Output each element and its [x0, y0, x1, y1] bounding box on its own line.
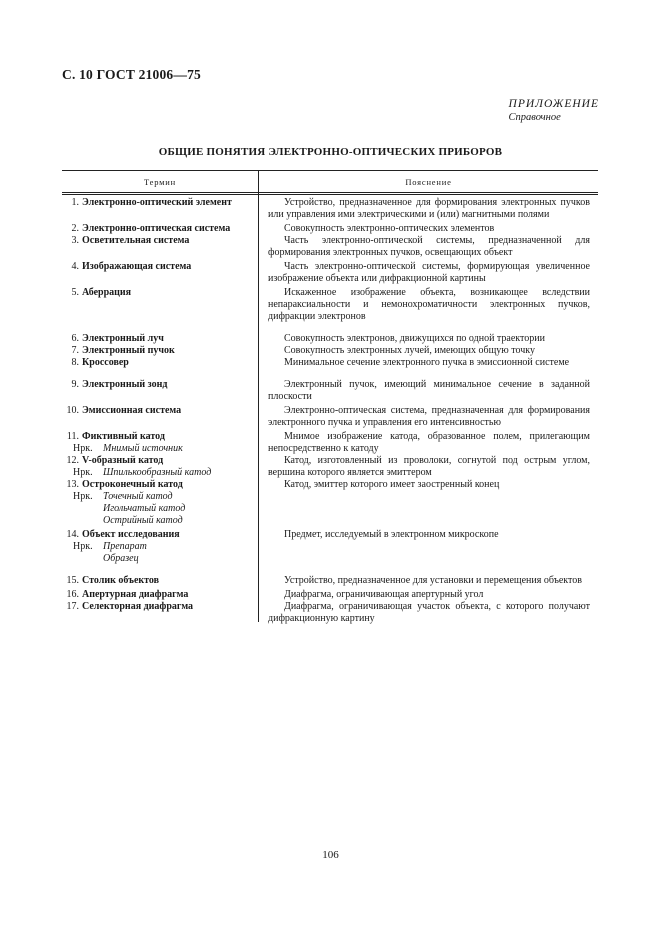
table-row — [0, 479, 661, 527]
term-name: Электронный зонд — [82, 379, 168, 390]
explanation-cell: Минимальное сечение электронного пучка в эмиссионной системе — [284, 357, 570, 368]
term-cell — [0, 235, 259, 259]
term-name: Столик объектов — [82, 575, 160, 586]
appendix-title: ПРИЛОЖЕНИЕ — [508, 98, 599, 110]
table-row — [0, 197, 661, 221]
term-number: 3. — [71, 235, 79, 246]
table-row — [0, 287, 661, 323]
term-number: 1. — [71, 197, 79, 208]
table-row — [0, 235, 661, 259]
explanation-cell: Мнимое изображение катода, образованное полем, прилегающим непосредственно к катоду — [268, 431, 590, 454]
term-name: Эмиссионная система — [82, 405, 182, 416]
nonrecommended-label: Нрк. — [73, 467, 93, 478]
term-cell — [0, 479, 259, 527]
term-number: 11. — [66, 431, 79, 442]
term-cell — [0, 405, 259, 429]
term-cell — [0, 333, 259, 345]
nonrecommended-label: Нрк. — [73, 541, 93, 552]
term-number: 12. — [66, 455, 79, 466]
term-name: Изображающая система — [82, 261, 192, 272]
terms-table — [0, 197, 661, 625]
term-name: Апертурная диафрагма — [82, 589, 189, 600]
explanation-cell: Устройство, предназначенное для формирования электронных пучков или управления ими электрическими и (или) магнитными полями — [268, 197, 590, 220]
table-row — [0, 261, 661, 285]
term-name: Остроконечный катод — [82, 479, 183, 490]
term-cell — [0, 197, 259, 221]
term-name: Объект исследования — [82, 529, 180, 540]
term-name: Селекторная диафрагма — [82, 601, 194, 612]
term-name: Осветительная система — [82, 235, 190, 246]
term-name: Электронно-оптический элемент — [82, 197, 232, 208]
explanation-cell: Катод, эмиттер которого имеет заостренный конец — [284, 479, 500, 490]
table-row — [0, 345, 661, 357]
table-header-rule-double — [62, 194, 598, 195]
explanation-cell: Искаженное изображение объекта, возникающее вследствии непараксиальности и немонохроматичности электронных пучков, дифракции электронов — [268, 287, 590, 322]
term-name: Фиктивный катод — [82, 431, 165, 442]
table-row — [0, 529, 661, 565]
table-row — [0, 333, 661, 345]
table-row — [0, 431, 661, 455]
explanation-cell: Совокупность электронно-оптических элементов — [284, 223, 495, 234]
nonrecommended-term: Мнимый источник — [103, 443, 183, 454]
table-row — [0, 405, 661, 429]
document-header: С. 10 ГОСТ 21006—75 — [62, 67, 201, 82]
term-cell — [0, 345, 259, 357]
column-header-explanation: Пояснение — [405, 177, 452, 187]
term-name: Аберрация — [82, 287, 132, 298]
term-number: 10. — [66, 405, 79, 416]
term-number: 5. — [71, 287, 79, 298]
table-row — [0, 601, 661, 625]
term-number: 6. — [71, 333, 79, 344]
explanation-cell: Электронно-оптическая система, предназначенная для формирования электронного пучка и управления его интенсивностью — [268, 405, 590, 428]
explanation-cell: Часть электронно-оптической системы, формирующая увеличенное изображение объекта или дифракционной картины — [268, 261, 590, 284]
table-row — [0, 455, 661, 479]
table-row — [0, 575, 661, 587]
nonrecommended-term: Препарат — [103, 541, 147, 552]
term-number: 15. — [66, 575, 79, 586]
appendix-subtitle: Справочное — [508, 112, 561, 123]
explanation-cell: Совокупность электронных лучей, имеющих общую точку — [284, 345, 535, 356]
table-row — [0, 223, 661, 235]
term-cell — [0, 601, 259, 625]
section-title: ОБЩИЕ ПОНЯТИЯ ЭЛЕКТРОННО-ОПТИЧЕСКИХ ПРИБОРОВ — [158, 146, 503, 158]
explanation-cell: Катод, изготовленный из проволоки, согнутой под острым углом, вершина которого является эмиттером — [268, 455, 590, 478]
table-header-rule — [62, 192, 598, 193]
term-name: Электронно-оптическая система — [82, 223, 231, 234]
term-number: 14. — [66, 529, 79, 540]
term-number: 16. — [66, 589, 79, 600]
nonrecommended-term: Острийный катод — [103, 515, 183, 526]
explanation-cell: Электронный пучок, имеющий минимальное сечение в заданной плоскости — [268, 379, 590, 402]
explanation-cell: Предмет, исследуемый в электронном микроскопе — [284, 529, 499, 540]
table-row — [0, 589, 661, 601]
term-number: 7. — [71, 345, 79, 356]
nonrecommended-label: Нрк. — [73, 491, 93, 502]
nonrecommended-label: Нрк. — [73, 443, 93, 454]
appendix-label — [509, 98, 599, 124]
nonrecommended-term: Точечный катод — [103, 491, 173, 502]
term-cell — [0, 287, 259, 323]
term-number: 2. — [71, 223, 79, 234]
explanation-cell: Часть электронно-оптической системы, предназначенной для формирования электронных пучков, освещающих объект — [268, 235, 590, 258]
term-name: Электронный луч — [82, 333, 164, 344]
term-cell — [0, 379, 259, 403]
explanation-cell: Совокупность электронов, движущихся по одной траектории — [284, 333, 545, 344]
term-cell — [0, 529, 259, 565]
term-number: 13. — [66, 479, 79, 490]
table-row — [0, 379, 661, 403]
nonrecommended-term: Шпилькообразный катод — [103, 467, 212, 478]
table-row — [0, 357, 661, 369]
term-number: 8. — [71, 357, 79, 368]
explanation-cell: Диафрагма, ограничивающая участок объекта, с которого получают дифракционную картину — [268, 601, 590, 624]
page-number: 106 — [322, 849, 339, 861]
term-cell — [0, 357, 259, 369]
term-name: Электронный пучок — [82, 345, 175, 356]
term-cell — [0, 575, 259, 587]
term-number: 4. — [71, 261, 79, 272]
term-number: 17. — [66, 601, 79, 612]
term-name: V-образный катод — [82, 455, 164, 466]
table-top-rule — [62, 170, 598, 171]
explanation-cell: Диафрагма, ограничивающая апертурный угол — [284, 589, 484, 600]
column-header-term: Термин — [143, 177, 177, 187]
term-number: 9. — [71, 379, 79, 390]
term-cell — [0, 223, 259, 235]
term-cell — [0, 261, 259, 285]
term-cell — [0, 589, 259, 601]
nonrecommended-term: Игольчатый катод — [103, 503, 186, 514]
term-cell — [0, 431, 259, 455]
explanation-cell: Устройство, предназначенное для установки и перемещения объектов — [284, 575, 582, 586]
nonrecommended-term: Образец — [103, 553, 139, 564]
term-cell — [0, 455, 259, 479]
term-name: Кроссовер — [82, 357, 129, 368]
